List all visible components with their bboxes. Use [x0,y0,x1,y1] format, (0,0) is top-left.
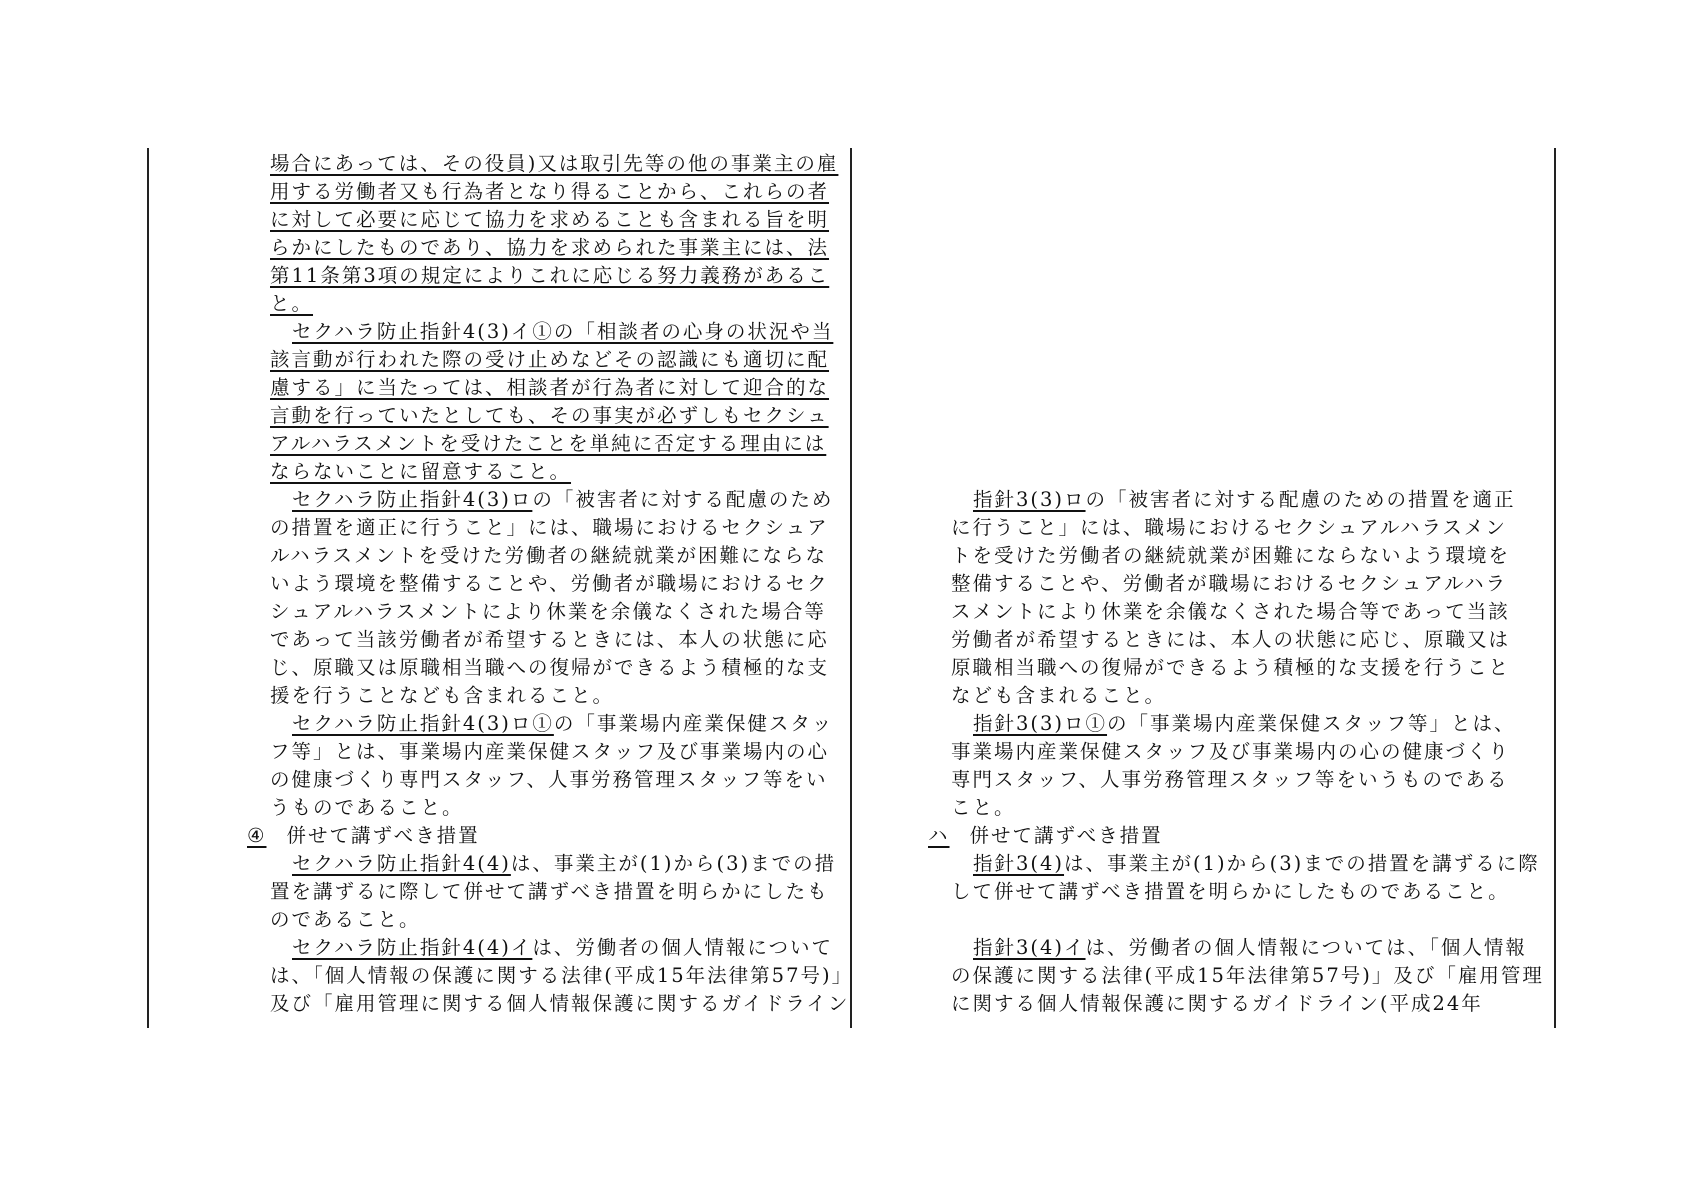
text-line: セクハラ防止指針4(4)は、事業主が(1)から(3)までの措 [292,852,837,875]
text-line: 慮する」に当たっては、相談者が行為者に対して迎合的な [270,376,830,399]
text-line: 用する労働者又も行為者となり得ることから、これらの者 [270,180,830,203]
text-line: 原職相当職への復帰ができるよう積極的な支援を行うこと [951,656,1511,679]
text-line: 指針3(4)は、事業主が(1)から(3)までの措置を講ずるに際 [973,852,1540,875]
text-line: して併せて講ずべき措置を明らかにしたものであること。 [951,880,1510,903]
text-line: 及び「雇用管理に関する個人情報保護に関するガイドライン [270,992,850,1015]
text-line: スメントにより休業を余儀なくされた場合等であって当該 [951,600,1510,623]
right-border-line [1554,148,1556,1028]
text-line: セクハラ防止指針4(3)ロ①の「事業場内産業保健スタッ [292,712,834,735]
left-border-line [147,148,149,1028]
guideline-ref: 指針3(3)ロ [973,488,1086,511]
text-line: らかにしたものであり、協力を求められた事業主には、法 [270,236,830,259]
text-line: に行うこと」には、職場におけるセクシュアルハラスメン [951,516,1507,539]
text-line: のであること。 [270,908,421,931]
text-line: の保護に関する法律(平成15年法律第57号)」及び「雇用管理 [951,964,1544,987]
text-line: 指針3(4)イは、労働者の個人情報については、「個人情報 [973,936,1527,959]
text-line: 該言動が行われた際の受け止めなどその認識にも適切に配 [270,348,830,371]
text-line: 場合にあっては、その役員)又は取引先等の他の事業主の雇 [270,152,839,175]
guideline-ref: 指針3(4) [973,852,1065,875]
guideline-ref: 指針3(3)ロ① [973,712,1108,735]
text-line: ルハラスメントを受けた労働者の継続就業が困難にならな [270,544,828,567]
text-line: と。 [270,292,314,315]
section-number: ハ [928,824,950,847]
guideline-ref: 指針3(4)イ [973,936,1086,959]
text-line: 指針3(3)ロ①の「事業場内産業保健スタッフ等」とは、 [973,712,1516,735]
guideline-ref: セクハラ防止指針4(3)ロ [292,488,533,511]
text-line: は、「個人情報の保護に関する法律(平成15年法律第57号)」 [270,964,854,987]
guideline-ref: セクハラ防止指針4(4)イ [292,936,533,959]
text-line: セクハラ防止指針4(3)ロの「被害者に対する配慮のため [292,488,834,511]
text-line: に対して必要に応じて協力を求めることも含まれる旨を明 [270,208,830,231]
center-divider-line [850,148,852,1028]
text-line: 指針3(3)ロの「被害者に対する配慮のための措置を適正 [973,488,1516,511]
text-line: 専門スタッフ、人事労務管理スタッフ等をいうものである [951,768,1509,791]
text-line: アルハラスメントを受けたことを単純に否定する理由には [270,432,827,455]
text-line: フ等」とは、事業場内産業保健スタッフ及び事業場内の心 [270,740,830,763]
text-line: いよう環境を整備することや、労働者が職場におけるセク [270,572,829,595]
text-line: うものであること。 [270,796,464,819]
text-line: であって当該労働者が希望するときには、本人の状態に応 [270,628,829,651]
section-heading: ④ 併せて講ずべき措置 [247,824,480,847]
text-line: こと。 [951,796,1016,819]
text-line: セクハラ防止指針4(4)イは、労働者の個人情報について [292,936,833,959]
text-line: シュアルハラスメントにより休業を余儀なくされた場合等 [270,600,826,623]
guideline-ref: セクハラ防止指針4(3)ロ① [292,712,554,735]
text-line: の健康づくり専門スタッフ、人事労務管理スタッフ等をい [270,768,828,791]
text-line: セクハラ防止指針4(3)イ①の「相談者の心身の状況や当 [292,320,834,343]
text-line: 第11条第3項の規定によりこれに応じる努力義務があるこ [270,264,830,287]
section-number: ④ [247,824,267,847]
text-line: じ、原職又は原職相当職への復帰ができるよう積極的な支 [270,656,830,679]
text-line: ならないことに留意すること。 [270,460,572,483]
section-heading: ハ 併せて講ずべき措置 [928,824,1163,847]
text-line: 援を行うことなども含まれること。 [270,684,615,707]
guideline-ref: セクハラ防止指針4(4) [292,852,511,875]
text-line: なども含まれること。 [951,684,1167,707]
text-line: トを受けた労働者の継続就業が困難にならないよう環境を [951,544,1511,567]
text-line: 置を講ずるに際して併せて講ずべき措置を明らかにしたも [270,880,829,903]
text-line: の措置を適正に行うこと」には、職場におけるセクシュア [270,516,829,539]
text-line: に関する個人情報保護に関するガイドライン(平成24年 [951,992,1483,1015]
text-line: 労働者が希望するときには、本人の状態に応じ、原職又は [951,628,1511,651]
text-line: 整備することや、労働者が職場におけるセクシュアルハラ [951,572,1508,595]
text-line: 事業場内産業保健スタッフ及び事業場内の心の健康づくり [951,740,1511,763]
text-line: 言動を行っていたとしても、その事実が必ずしもセクシュ [270,404,829,427]
